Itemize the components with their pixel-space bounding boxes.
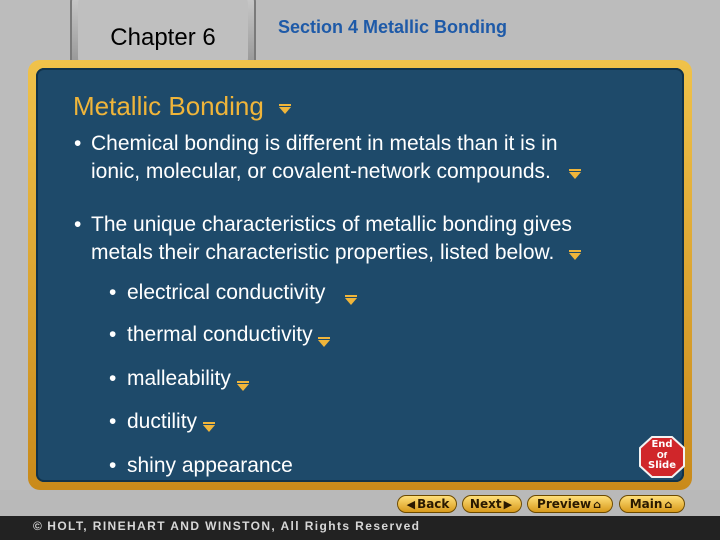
property-label: ductility	[127, 410, 198, 433]
next-label: Next	[469, 497, 502, 511]
down-arrow-icon[interactable]	[203, 425, 215, 432]
home-icon: ⌂	[664, 498, 673, 511]
property-item	[109, 323, 330, 347]
left-triangle-icon: ◀	[406, 498, 416, 511]
main-label: Main	[629, 497, 663, 511]
bullet-dot: •	[109, 454, 117, 477]
back-label: Back	[417, 497, 450, 511]
bullet-paragraph-2	[74, 211, 681, 267]
bullet-1-line-2-text: ionic, molecular, or covalent-network compounds.	[91, 160, 551, 183]
bullet-1-line-1: Chemical bonding is different in metals than it is in	[91, 132, 558, 155]
property-label: shiny appearance	[127, 454, 293, 477]
bullet-1-line-2	[91, 158, 681, 186]
down-arrow-icon[interactable]	[345, 298, 357, 305]
footer-copyright: HOLT, RINEHART AND WINSTON, All Rights Reserved	[47, 519, 421, 533]
bullet-dot: •	[109, 410, 117, 433]
copyright-symbol: ©	[33, 519, 44, 533]
bullet-dot: •	[109, 323, 117, 346]
main-button[interactable]	[619, 495, 685, 513]
bullet-paragraph-1	[74, 130, 681, 186]
down-arrow-icon[interactable]	[237, 384, 249, 391]
property-label: malleability	[127, 367, 231, 390]
bullet-dot: •	[109, 367, 117, 390]
bullet-dot: •	[74, 132, 82, 155]
bullet-dot: •	[109, 281, 117, 304]
footer-text	[33, 519, 420, 533]
property-item	[109, 410, 215, 434]
property-item	[109, 367, 249, 391]
section-label	[278, 17, 512, 38]
bullet-2-line-2	[91, 239, 681, 267]
section-title: Metallic Bonding	[363, 17, 508, 37]
property-label: electrical conductivity	[127, 281, 326, 304]
chapter-title: Chapter 6	[110, 24, 216, 51]
property-item	[109, 454, 293, 478]
down-arrow-icon[interactable]	[569, 172, 581, 179]
preview-label: Preview	[537, 497, 592, 511]
section-number: Section 4	[278, 17, 359, 37]
end-slide-line-3: Slide	[648, 460, 676, 471]
property-item	[109, 281, 343, 305]
slide-heading	[73, 91, 283, 122]
property-label: thermal conductivity	[127, 323, 313, 346]
end-slide-line-1: End	[651, 439, 673, 450]
end-slide-line-2: Of	[656, 451, 668, 460]
preview-button[interactable]	[527, 495, 613, 513]
down-arrow-icon[interactable]	[569, 253, 581, 260]
right-triangle-icon: ▶	[503, 498, 513, 511]
down-arrow-icon[interactable]	[279, 107, 291, 114]
down-arrow-icon[interactable]	[318, 340, 330, 347]
bullet-dot: •	[74, 213, 82, 236]
bullet-2-line-2-text: metals their characteristic properties, listed below.	[91, 241, 555, 264]
next-button[interactable]	[462, 495, 522, 513]
slide-heading-text: Metallic Bonding	[73, 91, 264, 121]
home-icon: ⌂	[593, 498, 601, 511]
bullet-2-line-1: The unique characteristics of metallic bonding gives	[91, 213, 572, 236]
end-of-slide-button[interactable]	[639, 436, 685, 478]
back-button[interactable]	[397, 495, 457, 513]
